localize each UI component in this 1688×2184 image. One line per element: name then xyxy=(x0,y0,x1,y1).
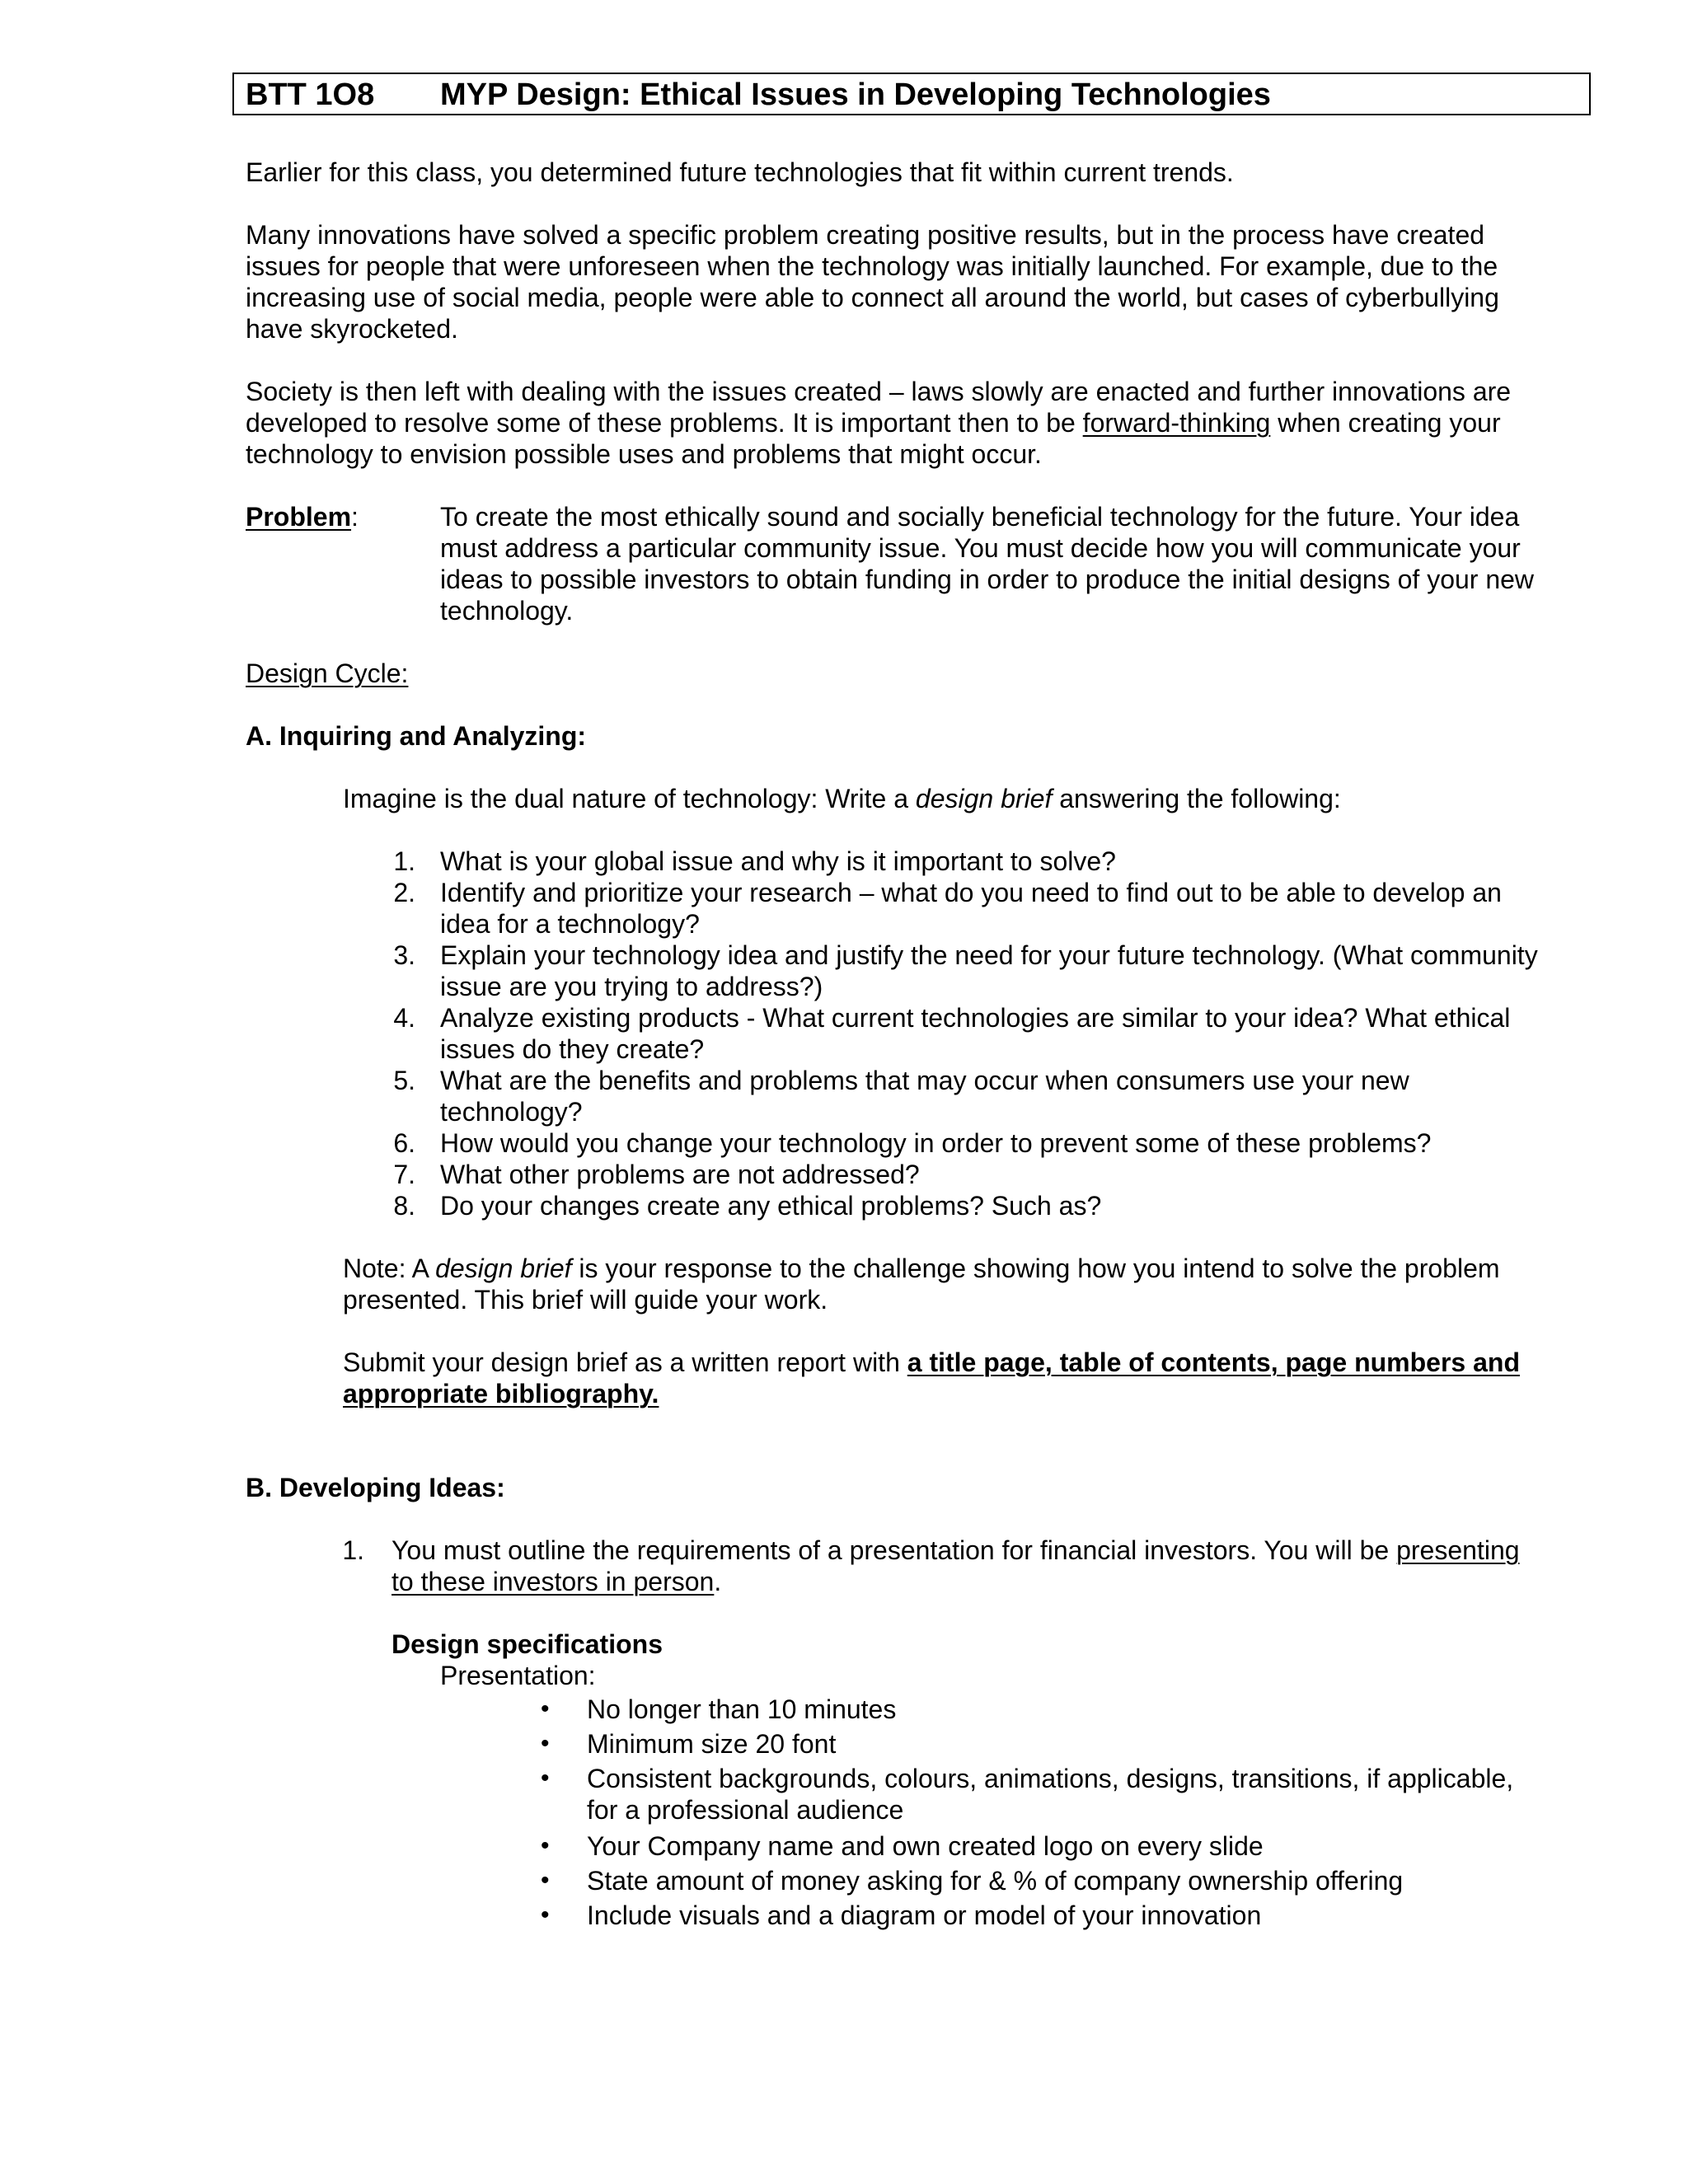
note-text: Note: A xyxy=(343,1254,436,1283)
submit-requirements: a title page, table of contents, page numbers and xyxy=(907,1347,1520,1377)
intro-paragraph-1: Earlier for this class, you determined future technologies that fit within current trends. xyxy=(246,157,1234,187)
section-b-item-text: You must outline the requirements of a presentation for financial investors. You will be xyxy=(392,1535,1397,1565)
problem-label xyxy=(246,501,359,532)
design-brief-term: design brief xyxy=(915,784,1053,813)
bullet-item: Minimum size 20 font xyxy=(587,1729,837,1759)
bullet-item-continuation: for a professional audience xyxy=(587,1795,904,1825)
list-number: 8. xyxy=(393,1191,415,1221)
problem-line: must address a particular community issue. You must decide how you will communicate your xyxy=(440,533,1521,563)
list-item: How would you change your technology in order to prevent some of these problems? xyxy=(440,1128,1432,1158)
intro-paragraph-3-line: technology to envision possible uses and problems that might occur. xyxy=(246,439,1042,469)
intro-paragraph-3-line: Society is then left with dealing with the issues created – laws slowly are enacted and further innovations are xyxy=(246,377,1512,406)
list-item: What is your global issue and why is it important to solve? xyxy=(440,846,1116,876)
list-number: 4. xyxy=(393,1003,415,1033)
bullet-item: Consistent backgrounds, colours, animations, designs, transitions, if applicable, xyxy=(587,1764,1514,1793)
intro-text: developed to resolve some of these problems. It is important then to be xyxy=(246,408,1083,438)
list-item: What are the benefits and problems that may occur when consumers use your new xyxy=(440,1066,1409,1095)
list-number: 7. xyxy=(393,1160,415,1189)
bullet-icon: • xyxy=(541,1867,550,1894)
section-b-item-text: . xyxy=(714,1567,722,1596)
bullet-icon: • xyxy=(541,1901,550,1929)
list-number: 3. xyxy=(393,940,415,970)
section-a-intro xyxy=(343,783,1341,814)
section-b-item xyxy=(392,1535,1520,1566)
course-code: BTT 1O8 xyxy=(246,77,375,112)
list-item: What other problems are not addressed? xyxy=(440,1160,920,1189)
forward-thinking-term: forward-thinking xyxy=(1082,408,1271,438)
submit-requirements: appropriate bibliography. xyxy=(343,1379,659,1408)
design-specifications-heading: Design specifications xyxy=(392,1629,663,1659)
note-line: presented. This brief will guide your work. xyxy=(343,1285,828,1315)
bullet-item: Your Company name and own created logo on every slide xyxy=(587,1831,1264,1861)
document-title: MYP Design: Ethical Issues in Developing Technologies xyxy=(440,77,1271,112)
list-number: 6. xyxy=(393,1128,415,1158)
list-number: 1. xyxy=(342,1535,364,1565)
section-a-heading: A. Inquiring and Analyzing: xyxy=(246,721,587,751)
list-item-continuation: idea for a technology? xyxy=(440,909,700,939)
presenting-term: to these investors in person xyxy=(392,1567,715,1596)
list-item-continuation: technology? xyxy=(440,1097,583,1127)
list-number: 1. xyxy=(393,846,415,876)
list-item: Explain your technology idea and justify the need for your future technology. (What community xyxy=(440,940,1538,970)
bullet-item: State amount of money asking for & % of company ownership offering xyxy=(587,1866,1404,1896)
problem-label-colon: : xyxy=(351,502,359,532)
design-brief-term: design brief xyxy=(435,1254,572,1283)
section-a-intro-text: answering the following: xyxy=(1052,784,1341,813)
list-number: 5. xyxy=(393,1066,415,1095)
note-line xyxy=(343,1253,1500,1284)
bullet-item: No longer than 10 minutes xyxy=(587,1694,897,1724)
problem-line: To create the most ethically sound and socially beneficial technology for the future. Your idea xyxy=(440,502,1520,532)
section-a-intro-text: Imagine is the dual nature of technology: Write a xyxy=(343,784,916,813)
design-cycle-label: Design Cycle: xyxy=(246,658,409,688)
problem-line: ideas to possible investors to obtain funding in order to produce the initial designs of your new xyxy=(440,565,1535,594)
bullet-icon: • xyxy=(541,1765,550,1792)
section-b-item-continuation xyxy=(392,1566,721,1597)
list-number: 2. xyxy=(393,878,415,907)
bullet-icon: • xyxy=(541,1695,550,1722)
intro-text: when creating your xyxy=(1270,408,1501,438)
submit-line xyxy=(343,1347,1520,1378)
bullet-icon: • xyxy=(541,1832,550,1859)
list-item-continuation: issues do they create? xyxy=(440,1034,705,1064)
intro-paragraph-2-line: Many innovations have solved a specific problem creating positive results, but in the process have created xyxy=(246,220,1485,250)
presentation-label: Presentation: xyxy=(440,1661,596,1690)
problem-label-text: Problem xyxy=(246,502,352,532)
note-text: is your response to the challenge showing how you intend to solve the problem xyxy=(571,1254,1500,1283)
submit-text: Submit your design brief as a written report with xyxy=(343,1347,907,1377)
list-item: Analyze existing products - What current technologies are similar to your idea? What ethical xyxy=(440,1003,1511,1033)
section-b-heading: B. Developing Ideas: xyxy=(246,1473,505,1502)
list-item-continuation: issue are you trying to address?) xyxy=(440,972,823,1001)
problem-line: technology. xyxy=(440,596,574,626)
intro-paragraph-2-line: have skyrocketed. xyxy=(246,314,458,344)
bullet-item: Include visuals and a diagram or model of your innovation xyxy=(587,1900,1262,1930)
intro-paragraph-2-line: increasing use of social media, people were able to connect all around the world, but cases of cyberbullying xyxy=(246,283,1499,312)
list-item: Do your changes create any ethical problems? Such as? xyxy=(440,1191,1102,1221)
list-item: Identify and prioritize your research – what do you need to find out to be able to develop an xyxy=(440,878,1502,907)
intro-paragraph-3-line xyxy=(246,407,1501,438)
bullet-icon: • xyxy=(541,1730,550,1757)
intro-paragraph-2-line: issues for people that were unforeseen when the technology was initially launched. For example, due to the xyxy=(246,251,1498,281)
presenting-term: presenting xyxy=(1396,1535,1520,1565)
